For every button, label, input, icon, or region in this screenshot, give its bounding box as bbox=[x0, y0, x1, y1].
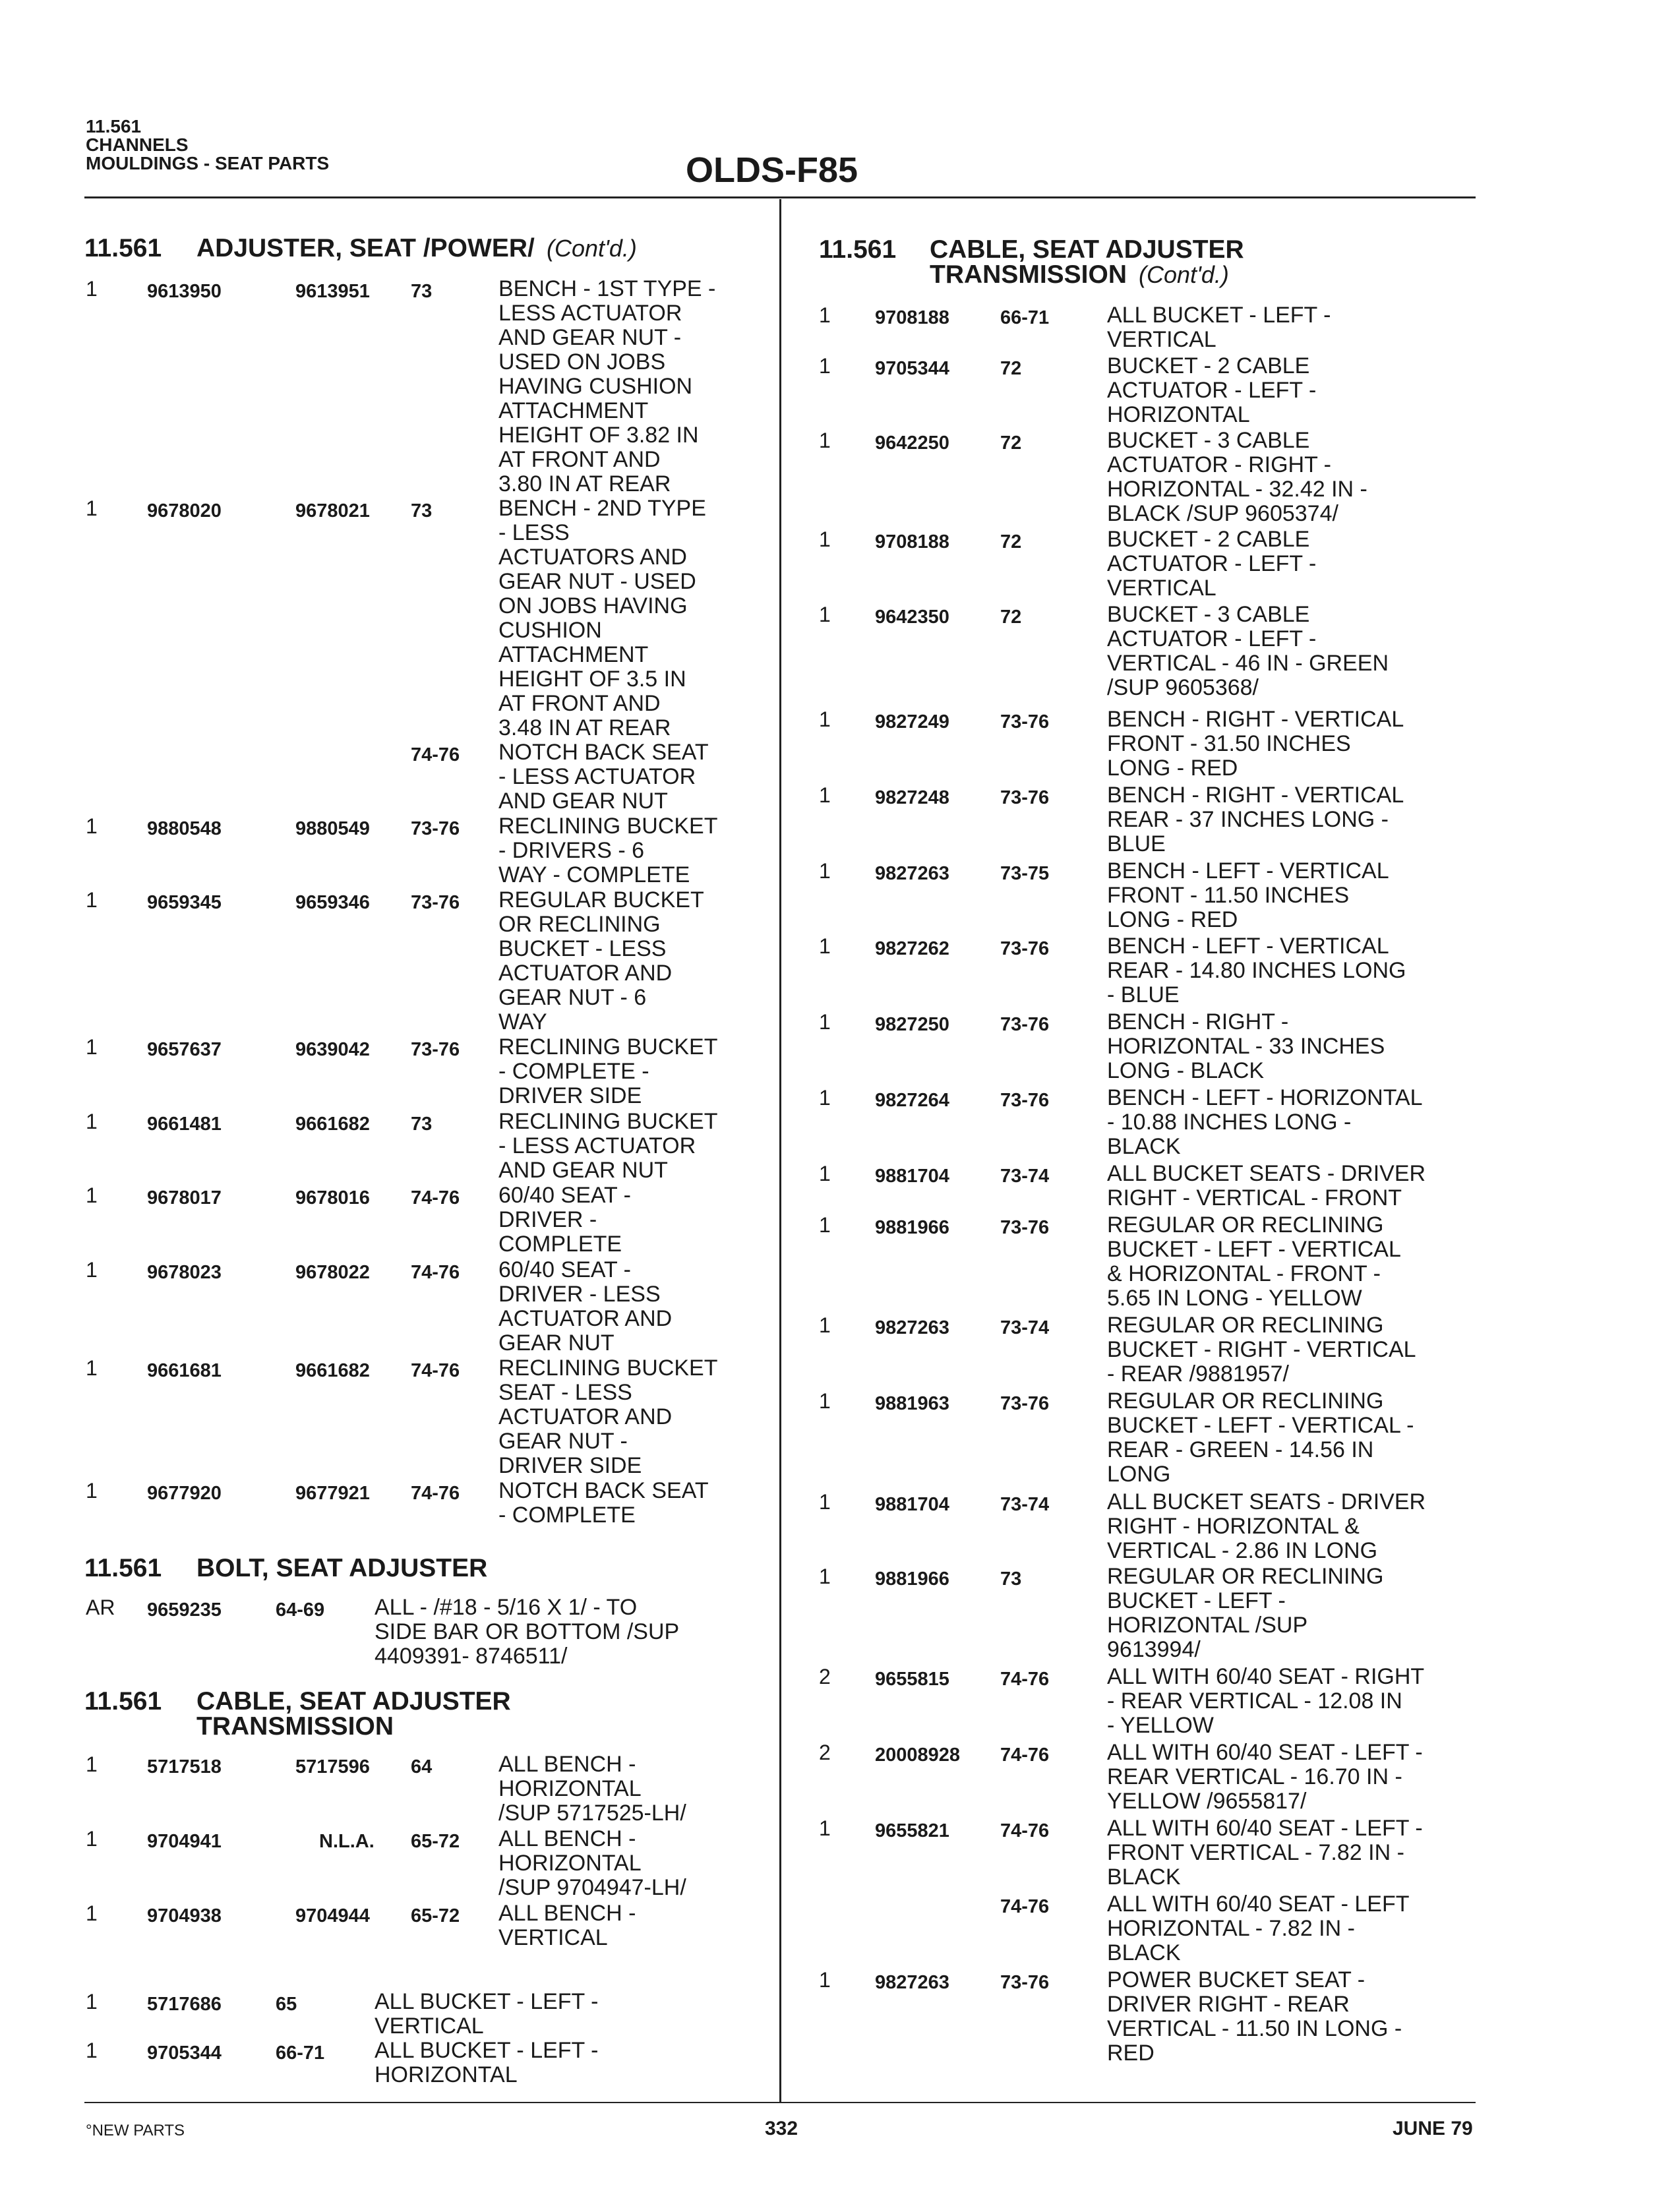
model-years: 73-76 bbox=[411, 818, 460, 839]
part-number-alt: N.L.A. bbox=[319, 1831, 375, 1852]
part-description: BUCKET - 3 CABLE ACTUATOR - LEFT - VERTICAL - 46 IN - GREEN /SUP 9605368/ bbox=[1107, 602, 1389, 700]
section-continued: (Cont'd.) bbox=[547, 235, 637, 262]
part-number: 9881704 bbox=[875, 1166, 949, 1187]
model-years: 73 bbox=[411, 281, 433, 302]
model-years: 73-74 bbox=[1000, 1494, 1050, 1515]
part-number: 9678023 bbox=[147, 1262, 222, 1283]
part-number-alt: 9678016 bbox=[295, 1187, 370, 1208]
part-number-alt: 9613951 bbox=[295, 281, 370, 302]
part-description: ALL BENCH - HORIZONTAL /SUP 9704947-LH/ bbox=[498, 1826, 686, 1900]
quantity: 1 bbox=[819, 1313, 831, 1337]
quantity: 1 bbox=[86, 814, 98, 838]
part-description: REGULAR BUCKET OR RECLINING BUCKET - LESS ACTUATOR AND GEAR NUT - 6 WAY bbox=[498, 887, 704, 1034]
model-years: 72 bbox=[1000, 531, 1022, 552]
quantity: 1 bbox=[86, 1901, 98, 1925]
model-years: 64-69 bbox=[276, 1599, 325, 1621]
part-description: BENCH - RIGHT - VERTICAL FRONT - 31.50 INCHES LONG - RED bbox=[1107, 707, 1404, 781]
part-description: ALL - /#18 - 5/16 X 1/ - TO SIDE BAR OR BOTTOM /SUP 4409391- 8746511/ bbox=[375, 1595, 680, 1669]
header-rule bbox=[84, 196, 1476, 198]
part-number: 9827263 bbox=[875, 1317, 949, 1338]
part-number: 9881704 bbox=[875, 1494, 949, 1515]
model-years: 73-76 bbox=[1000, 1393, 1050, 1414]
part-number: 9678017 bbox=[147, 1187, 222, 1208]
quantity: 1 bbox=[819, 1086, 831, 1110]
quantity: 1 bbox=[86, 1990, 98, 2014]
model-years: 73-76 bbox=[1000, 787, 1050, 808]
part-description: BENCH - LEFT - VERTICAL FRONT - 11.50 INCHES LONG - RED bbox=[1107, 858, 1389, 932]
quantity: 1 bbox=[819, 429, 831, 452]
part-description: RECLINING BUCKET - COMPLETE - DRIVER SIDE bbox=[498, 1034, 718, 1108]
quantity: 1 bbox=[86, 1356, 98, 1380]
header-line: CHANNELS bbox=[86, 134, 189, 155]
part-description: ALL BUCKET - LEFT - HORIZONTAL bbox=[375, 2038, 599, 2087]
part-number: 9659235 bbox=[147, 1599, 222, 1621]
quantity: 1 bbox=[819, 1968, 831, 1992]
part-number-alt: 9678022 bbox=[295, 1262, 370, 1283]
quantity: 1 bbox=[86, 1479, 98, 1503]
part-description: ALL BUCKET SEATS - DRIVER RIGHT - VERTICAL - FRONT bbox=[1107, 1161, 1426, 1210]
section-title-line: TRANSMISSION bbox=[930, 260, 1127, 289]
part-number: 9827264 bbox=[875, 1090, 949, 1111]
part-number: 9655821 bbox=[875, 1820, 949, 1841]
part-description: ALL BUCKET - LEFT - VERTICAL bbox=[375, 1989, 599, 2039]
model-years: 73 bbox=[411, 500, 433, 522]
section-title bbox=[84, 1554, 488, 1582]
part-description: RECLINING BUCKET - DRIVERS - 6 WAY - COMPLETE bbox=[498, 814, 718, 887]
part-description: BENCH - 2ND TYPE - LESS ACTUATORS AND GEAR NUT - USED ON JOBS HAVING CUSHION ATTACHMENT HEIGHT OF 3.5 IN AT FRONT AND 3.48 IN AT REAR bbox=[498, 496, 706, 740]
section-title-line: ADJUSTER, SEAT /POWER/ bbox=[196, 234, 535, 262]
section-number: 11.561 bbox=[84, 234, 162, 262]
part-number: 9827250 bbox=[875, 1014, 949, 1035]
model-years: 74-76 bbox=[1000, 1820, 1050, 1841]
part-description: BENCH - RIGHT - VERTICAL REAR - 37 INCHES LONG - BLUE bbox=[1107, 783, 1404, 856]
model-years: 65-72 bbox=[411, 1831, 460, 1852]
section-title-line: TRANSMISSION bbox=[196, 1712, 394, 1741]
quantity: 1 bbox=[819, 1213, 831, 1237]
part-description: BUCKET - 2 CABLE ACTUATOR - LEFT - HORIZONTAL bbox=[1107, 353, 1317, 427]
quantity: 1 bbox=[819, 1389, 831, 1413]
part-number: 9705344 bbox=[147, 2043, 222, 2064]
part-number: 9708188 bbox=[875, 307, 949, 328]
footer-note: °NEW PARTS bbox=[86, 2122, 185, 2139]
part-number: 9880548 bbox=[147, 818, 222, 839]
quantity: 1 bbox=[86, 888, 98, 912]
part-number: 9642350 bbox=[875, 607, 949, 628]
part-number-alt: 9677921 bbox=[295, 1483, 370, 1504]
part-number: 5717518 bbox=[147, 1756, 222, 1777]
part-number: 9881963 bbox=[875, 1393, 949, 1414]
model-years: 74-76 bbox=[411, 1483, 460, 1504]
part-number: 20008928 bbox=[875, 1745, 961, 1766]
part-number-alt: 9880549 bbox=[295, 818, 370, 839]
quantity: 2 bbox=[819, 1741, 831, 1764]
part-description: ALL BENCH - HORIZONTAL /SUP 5717525-LH/ bbox=[498, 1752, 686, 1826]
model-years: 73-76 bbox=[1000, 1014, 1050, 1035]
part-number: 9655815 bbox=[875, 1669, 949, 1690]
quantity: 1 bbox=[819, 603, 831, 626]
quantity: 1 bbox=[819, 934, 831, 958]
part-description: REGULAR OR RECLINING BUCKET - LEFT - VERTICAL & HORIZONTAL - FRONT - 5.65 IN LONG - YELLOW bbox=[1107, 1212, 1401, 1311]
header-section-lines bbox=[86, 117, 329, 173]
model-years: 72 bbox=[1000, 607, 1022, 628]
section-title bbox=[819, 235, 1244, 289]
part-description: RECLINING BUCKET SEAT - LESS ACTUATOR AND GEAR NUT - DRIVER SIDE bbox=[498, 1356, 718, 1478]
part-number: 9613950 bbox=[147, 281, 222, 302]
model-years: 74-76 bbox=[1000, 1669, 1050, 1690]
part-description: ALL WITH 60/40 SEAT - LEFT - FRONT VERTICAL - 7.82 IN - BLACK bbox=[1107, 1816, 1423, 1890]
quantity: 1 bbox=[819, 859, 831, 883]
page-title: OLDS-F85 bbox=[686, 150, 858, 190]
part-description: REGULAR OR RECLINING BUCKET - LEFT - VERTICAL - REAR - GREEN - 14.56 IN LONG bbox=[1107, 1388, 1414, 1487]
part-description: 60/40 SEAT - DRIVER - COMPLETE bbox=[498, 1183, 631, 1257]
part-description: ALL BUCKET SEATS - DRIVER RIGHT - HORIZONTAL & VERTICAL - 2.86 IN LONG bbox=[1107, 1489, 1426, 1563]
model-years: 66-71 bbox=[1000, 307, 1050, 328]
part-description: ALL WITH 60/40 SEAT - LEFT - REAR VERTICAL - 16.70 IN - YELLOW /9655817/ bbox=[1107, 1740, 1423, 1814]
section-title bbox=[84, 1687, 511, 1741]
model-years: 65-72 bbox=[411, 1905, 460, 1926]
part-description: RECLINING BUCKET - LESS ACTUATOR AND GEAR NUT bbox=[498, 1109, 718, 1183]
quantity: 1 bbox=[819, 1565, 831, 1588]
model-years: 74-76 bbox=[411, 744, 460, 765]
part-description: BENCH - LEFT - HORIZONTAL - 10.88 INCHES LONG - BLACK bbox=[1107, 1085, 1423, 1159]
section-number: 11.561 bbox=[84, 1554, 162, 1582]
part-number-alt: 9678021 bbox=[295, 500, 370, 522]
part-description: REGULAR OR RECLINING BUCKET - LEFT - HORIZONTAL /SUP 9613994/ bbox=[1107, 1564, 1384, 1662]
model-years: 73-75 bbox=[1000, 863, 1050, 884]
model-years: 72 bbox=[1000, 358, 1022, 379]
footer-rule bbox=[84, 2102, 1476, 2103]
part-number: 9704941 bbox=[147, 1831, 222, 1852]
section-number: 11.561 bbox=[84, 1687, 162, 1716]
quantity: 1 bbox=[819, 527, 831, 551]
part-number: 9827263 bbox=[875, 1972, 949, 1993]
quantity: 1 bbox=[819, 1816, 831, 1840]
quantity: 1 bbox=[819, 1010, 831, 1034]
part-description: BENCH - 1ST TYPE - LESS ACTUATOR AND GEAR NUT - USED ON JOBS HAVING CUSHION ATTACHMENT HEIGHT OF 3.82 IN AT FRONT AND 3.80 IN AT REAR bbox=[498, 276, 716, 496]
page-number: 332 bbox=[765, 2118, 798, 2139]
quantity: 2 bbox=[819, 1665, 831, 1688]
part-number: 9657637 bbox=[147, 1039, 222, 1060]
part-number: 9827263 bbox=[875, 863, 949, 884]
part-number: 5717686 bbox=[147, 1994, 222, 2015]
column-divider bbox=[779, 199, 781, 2102]
model-years: 64 bbox=[411, 1756, 433, 1777]
quantity: 1 bbox=[819, 354, 831, 378]
part-number: 9661481 bbox=[147, 1114, 222, 1135]
part-description: NOTCH BACK SEAT - COMPLETE bbox=[498, 1478, 709, 1528]
section-title-line: BOLT, SEAT ADJUSTER bbox=[196, 1554, 488, 1582]
section-title-line: CABLE, SEAT ADJUSTER bbox=[196, 1687, 511, 1716]
model-years: 73-76 bbox=[1000, 1972, 1050, 1993]
section-number: 11.561 bbox=[819, 235, 897, 264]
part-number: 9661681 bbox=[147, 1360, 222, 1381]
part-number-alt: 5717596 bbox=[295, 1756, 370, 1777]
part-description: 60/40 SEAT - DRIVER - LESS ACTUATOR AND GEAR NUT bbox=[498, 1257, 673, 1356]
part-number: 9827262 bbox=[875, 938, 949, 959]
quantity: 1 bbox=[819, 1162, 831, 1185]
quantity: 1 bbox=[86, 277, 98, 301]
quantity: 1 bbox=[819, 707, 831, 731]
part-description: NOTCH BACK SEAT - LESS ACTUATOR AND GEAR NUT bbox=[498, 740, 709, 814]
quantity: AR bbox=[86, 1596, 115, 1619]
quantity: 1 bbox=[86, 1827, 98, 1851]
part-description: ALL WITH 60/40 SEAT - RIGHT - REAR VERTICAL - 12.08 IN - YELLOW bbox=[1107, 1664, 1425, 1738]
quantity: 1 bbox=[86, 1752, 98, 1776]
quantity: 1 bbox=[86, 1110, 98, 1133]
part-description: ALL BENCH - VERTICAL bbox=[498, 1901, 636, 1950]
model-years: 74-76 bbox=[411, 1262, 460, 1283]
model-years: 73-76 bbox=[1000, 711, 1050, 732]
model-years: 65 bbox=[276, 1994, 297, 2015]
part-number: 9704938 bbox=[147, 1905, 222, 1926]
part-description: BENCH - LEFT - VERTICAL REAR - 14.80 INCHES LONG - BLUE bbox=[1107, 934, 1406, 1007]
model-years: 74-76 bbox=[411, 1360, 460, 1381]
part-number: 9708188 bbox=[875, 531, 949, 552]
model-years: 73 bbox=[1000, 1568, 1022, 1590]
model-years: 73-76 bbox=[1000, 938, 1050, 959]
quantity: 1 bbox=[819, 303, 831, 327]
model-years: 74-76 bbox=[1000, 1896, 1050, 1917]
part-description: BUCKET - 3 CABLE ACTUATOR - RIGHT - HORIZONTAL - 32.42 IN - BLACK /SUP 9605374/ bbox=[1107, 428, 1367, 526]
part-number: 9678020 bbox=[147, 500, 222, 522]
quantity: 1 bbox=[819, 783, 831, 807]
part-number: 9827248 bbox=[875, 787, 949, 808]
header-line: 11.561 bbox=[86, 116, 142, 136]
part-number: 9881966 bbox=[875, 1217, 949, 1238]
part-number: 9881966 bbox=[875, 1568, 949, 1590]
model-years: 73-76 bbox=[411, 1039, 460, 1060]
section-title bbox=[84, 234, 637, 262]
part-description: ALL BUCKET - LEFT - VERTICAL bbox=[1107, 303, 1331, 352]
part-description: ALL WITH 60/40 SEAT - LEFT HORIZONTAL - 7.82 IN - BLACK bbox=[1107, 1892, 1410, 1965]
model-years: 74-76 bbox=[411, 1187, 460, 1208]
part-number: 9642250 bbox=[875, 433, 949, 454]
part-number-alt: 9661682 bbox=[295, 1360, 370, 1381]
quantity: 1 bbox=[86, 2039, 98, 2062]
part-number-alt: 9704944 bbox=[295, 1905, 370, 1926]
section-title-line: CABLE, SEAT ADJUSTER bbox=[930, 235, 1244, 264]
model-years: 73-74 bbox=[1000, 1166, 1050, 1187]
quantity: 1 bbox=[86, 1183, 98, 1207]
model-years: 73-76 bbox=[1000, 1217, 1050, 1238]
part-description: POWER BUCKET SEAT - DRIVER RIGHT - REAR VERTICAL - 11.50 IN LONG - RED bbox=[1107, 1967, 1402, 2066]
part-number-alt: 9661682 bbox=[295, 1114, 370, 1135]
quantity: 1 bbox=[86, 1035, 98, 1059]
model-years: 73-74 bbox=[1000, 1317, 1050, 1338]
part-description: BUCKET - 2 CABLE ACTUATOR - LEFT - VERTICAL bbox=[1107, 527, 1317, 601]
model-years: 73-76 bbox=[1000, 1090, 1050, 1111]
part-description: BENCH - RIGHT - HORIZONTAL - 33 INCHES LONG - BLACK bbox=[1107, 1009, 1385, 1083]
quantity: 1 bbox=[86, 496, 98, 520]
quantity: 1 bbox=[819, 1490, 831, 1514]
part-number: 9827249 bbox=[875, 711, 949, 732]
part-number: 9659345 bbox=[147, 892, 222, 913]
model-years: 72 bbox=[1000, 433, 1022, 454]
model-years: 73 bbox=[411, 1114, 433, 1135]
footer-date: JUNE 79 bbox=[1393, 2118, 1473, 2139]
part-description: REGULAR OR RECLINING BUCKET - RIGHT - VERTICAL - REAR /9881957/ bbox=[1107, 1313, 1416, 1387]
header-line: MOULDINGS - SEAT PARTS bbox=[86, 153, 330, 173]
model-years: 74-76 bbox=[1000, 1745, 1050, 1766]
model-years: 73-76 bbox=[411, 892, 460, 913]
part-number-alt: 9639042 bbox=[295, 1039, 370, 1060]
part-number: 9677920 bbox=[147, 1483, 222, 1504]
part-number-alt: 9659346 bbox=[295, 892, 370, 913]
part-number: 9705344 bbox=[875, 358, 949, 379]
quantity: 1 bbox=[86, 1258, 98, 1282]
model-years: 66-71 bbox=[276, 2043, 325, 2064]
section-continued: (Cont'd.) bbox=[1139, 261, 1229, 288]
